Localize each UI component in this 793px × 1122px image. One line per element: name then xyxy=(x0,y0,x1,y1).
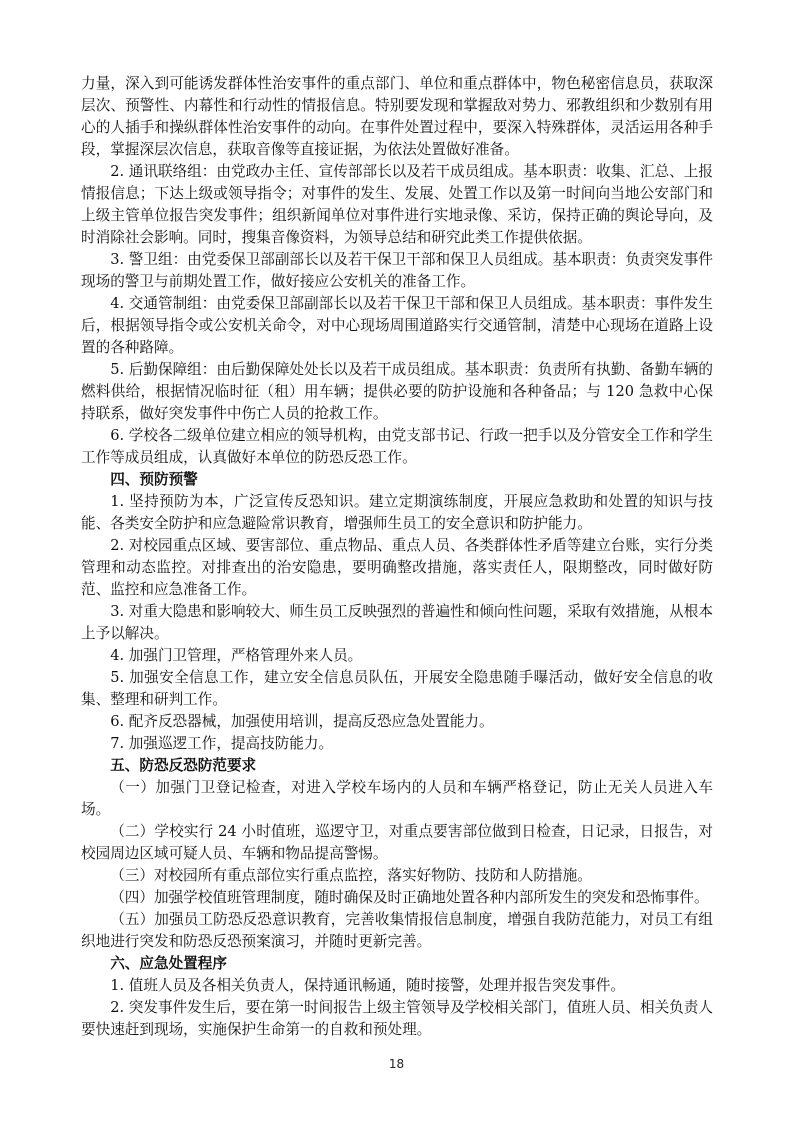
paragraph-guard-group: 3. 警卫组：由党委保卫部副部长以及若干保卫干部和保卫人员组成。基本职责：负责突发事件现场的警卫与前期处置工作，做好接应公安机关的准备工作。 xyxy=(81,251,713,290)
paragraph-communication-group: 2. 通讯联络组：由党政办主任、宣传部部长以及若干成员组成。基本职责：收集、汇总、上报情报信息；下达上级或领导指令；对事件的发生、发展、处置工作以及第一时间向当地公安部门和上级主管单位报告突发事件；组织新闻单位对事件进行实地录像、采访，保持正确的舆论导向，及时消除社会影响。同时，搜集音像资料，为领导总结和研究此类工作提供依据。 xyxy=(81,163,713,246)
paragraph-requirement-5: （五）加强员工防恐反恐意识教育，完善收集情报信息制度，增强自我防范能力，对员工有组织地进行突发和防恐反恐预案演习，并随时更新完善。 xyxy=(81,911,713,950)
paragraph-prevention-5: 5. 加强安全信息工作，建立安全信息员队伍，开展安全隐患随手曝活动，做好安全信息的收集、整理和研判工作。 xyxy=(81,669,713,708)
paragraph-procedure-1: 1. 值班人员及各相关负责人，保持通讯畅通，随时接警，处理并报告突发事件。 xyxy=(110,977,625,994)
paragraph-traffic-control-group: 4. 交通管制组：由党委保卫部副部长以及若干保卫干部和保卫人员组成。基本职责：事件发生后，根据领导指令或公安机关命令，对中心现场周围道路实行交通管制，清楚中心现场在道路上设置的各种路障。 xyxy=(81,295,713,356)
paragraph-logistics-group: 5. 后勤保障组：由后勤保障处处长以及若干成员组成。基本职责：负责所有执勤、备勤车辆的燃料供给，根据情况临时征（租）用车辆；提供必要的防护设施和各种备品；与 120 急救中心保持联系，做好突发事件中伤亡人员的抢救工作。 xyxy=(81,361,713,422)
paragraph-prevention-1: 1. 坚持预防为本，广泛宣传反恐知识。建立定期演练制度，开展应急救助和处置的知识与技能、各类安全防护和应急避险常识教育，增强师生员工的安全意识和防护能力。 xyxy=(81,493,713,532)
paragraph-continuation: 力量，深入到可能诱发群体性治安事件的重点部门、单位和重点群体中，物色秘密信息员，获取深层次、预警性、内幕性和行动性的情报信息。特别要发现和掌握敌对势力、邪教组织和少数别有用心的人插手和操纵群体性治安事件的动向。在事件处置过程中，要深入特殊群体，灵活运用各种手段，掌握深层次信息，获取音像等直接证据，为依法处置做好准备。 xyxy=(81,75,713,158)
paragraph-requirement-4: （四）加强学校值班管理制度，随时确保及时正确地处置各种内部所发生的突发和恐怖事件。 xyxy=(110,889,709,906)
paragraph-prevention-6: 6. 配齐反恐器械，加强使用培训，提高反恐应急处置能力。 xyxy=(110,713,494,730)
paragraph-requirement-3: （三）对校园所有重点部位实行重点监控，落实好物防、技防和人防措施。 xyxy=(110,867,592,884)
paragraph-requirement-1: （一）加强门卫登记检查，对进入学校车场内的人员和车辆严格登记，防止无关人员进入车场。 xyxy=(81,779,713,818)
document-body xyxy=(81,73,713,1041)
paragraph-secondary-units: 6. 学校各二级单位建立相应的领导机构，由党支部书记、行政一把手以及分管安全工作和学生工作等成员组成，认真做好本单位的防恐反恐工作。 xyxy=(81,427,713,466)
paragraph-procedure-2: 2. 突发事件发生后，要在第一时间报告上级主管领导及学校相关部门，值班人员、相关负责人要快速赶到现场，实施保护生命第一的自救和预处理。 xyxy=(81,999,713,1038)
section-heading-emergency-procedure: 六、应急处置程序 xyxy=(110,955,227,972)
paragraph-prevention-7: 7. 加强巡逻工作，提高技防能力。 xyxy=(110,735,334,752)
section-heading-prevention: 四、预防预警 xyxy=(110,471,198,488)
paragraph-prevention-3: 3. 对重大隐患和影响较大、师生员工反映强烈的普遍性和倾向性问题，采取有效措施，从根本上予以解决。 xyxy=(81,603,713,642)
paragraph-requirement-2: （二）学校实行 24 小时值班，巡逻守卫，对重点要害部位做到日检查，日记录，日报告，对校园周边区域可疑人员、车辆和物品提高警惕。 xyxy=(81,823,713,862)
paragraph-prevention-4: 4. 加强门卫管理，严格管理外来人员。 xyxy=(110,647,363,664)
page-number: 18 xyxy=(388,1057,405,1071)
section-heading-requirements: 五、防恐反恐防范要求 xyxy=(110,757,257,774)
paragraph-prevention-2: 2. 对校园重点区域、要害部位、重点物品、重点人员、各类群体性矛盾等建立台账，实行分类管理和动态监控。对排查出的治安隐患，要明确整改措施，落实责任人，限期整改，同时做好防范、监控和应急准备工作。 xyxy=(81,537,713,598)
